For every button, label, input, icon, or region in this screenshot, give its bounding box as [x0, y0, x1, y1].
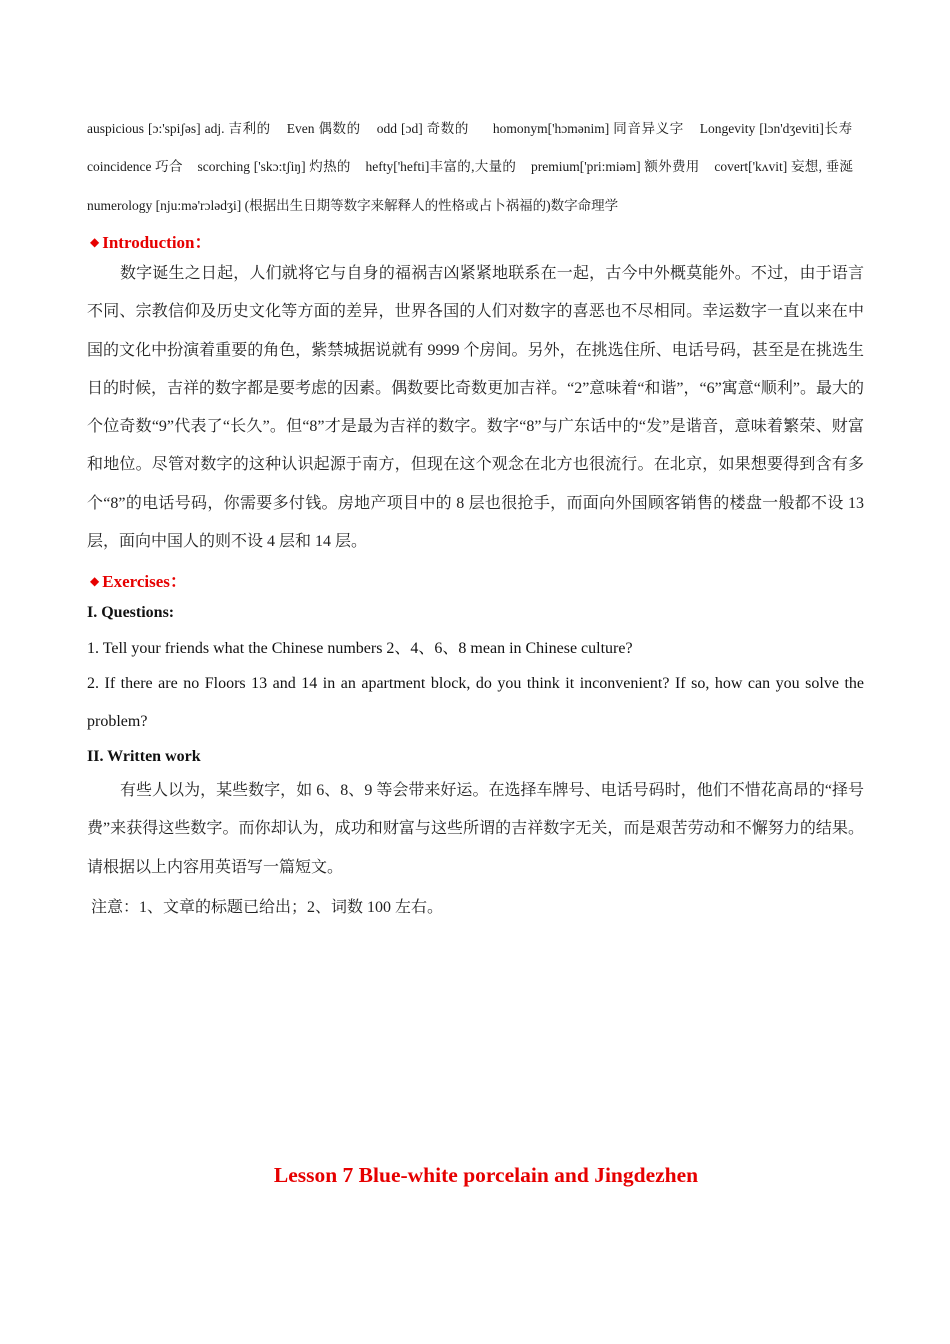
- vocabulary-list: [87, 110, 864, 225]
- vocab-item: coincidence 巧合: [87, 159, 183, 175]
- questions-heading: I. Questions:: [87, 604, 175, 621]
- vocab-item: numerology [nju:mə'rɔlədʒi] (根据出生日期等数字来解释人的性格或占卜祸福的)数字命理学: [87, 197, 619, 213]
- vocab-item: auspicious [ɔ:'spiʃəs] adj. 吉利的: [87, 121, 271, 136]
- question-item: 1. Tell your friends what the Chinese numbers 2、4、6、8 mean in Chinese culture?: [87, 640, 633, 657]
- vocab-item: covert['kʌvit] 妄想, 垂涎: [714, 159, 854, 175]
- diamond-bullet-icon: ◆: [90, 235, 100, 249]
- vocab-item: homonym['hɔmənim] 同音异义字: [492, 121, 684, 136]
- vocab-item: Even 偶数的: [286, 121, 361, 136]
- introduction-text: 数字诞生之日起，人们就将它与自身的福祸吉凶紧紧地联系在一起，古今中外概莫能外。不过，由于语言不同、宗教信仰及历史文化等方面的差异，世界各国的人们对数字的喜恶也不尽相同。幸运数字一直以来在中国的文化中扮演着重要的角色，紫禁城据说就有 9999 个房间。另外，在挑选住所、电话号码，甚至是在挑选生日的时候，吉祥的数字都是要考虑的因素。偶数要比奇数更加吉祥。“2”意味着“和谐”，“6”寓意“顺利”。最大的个位奇数“9”代表了“长久”。但“8”才是最为吉祥的数字。数字“8”与广东话中的“发”是谐音，意味着繁荣、财富和地位。尽管对数字的这种认识起源于南方，但现在这个观念在北方也很流行。在北京，如果想要得到含有多个“8”的电话号码，你需要多付钱。房地产项目中的 8 层也很抢手，而面向外国顾客销售的楼盘一般都不设 13 层，面向中国人的则不设 4 层和 14 层。: [87, 265, 864, 551]
- vocab-item: premium['pri:miəm] 额外费用: [531, 159, 700, 175]
- vocab-item: odd [ɔd] 奇数的: [376, 121, 469, 136]
- exercises-heading: ◆ Exercises：: [90, 572, 187, 591]
- written-work-heading: II. Written work: [87, 748, 201, 765]
- introduction-heading: ◆ Introduction：: [90, 233, 212, 252]
- next-lesson-title: Lesson 7 Blue-white porcelain and Jingdezhen: [273, 1163, 699, 1187]
- vocab-item: scorching ['skɔ:tʃiŋ] 灼热的: [197, 159, 351, 175]
- vocab-item: hefty['hefti]丰富的,大量的: [365, 159, 517, 175]
- vocab-item: Longevity [lɔn'dʒeviti]长寿: [699, 121, 853, 136]
- written-work-text: 有些人以为，某些数字，如 6、8、9 等会带来好运。在选择车牌号、电话号码时，他们不惜花高昂的“择号费”来获得这些数字。而你却认为，成功和财富与这些所谓的吉祥数字无关，而是艰苦劳动和不懈努力的结果。请根据以上内容用英语写一篇短文。: [87, 782, 864, 876]
- diamond-bullet-icon: ◆: [90, 574, 100, 588]
- written-work-note: 注意：1、文章的标题已给出；2、词数 100 左右。: [91, 899, 444, 916]
- question-item: 2. If there are no Floors 13 and 14 in an apartment block, do you think it inconvenient? If so, how can you solve the problem?: [87, 675, 864, 730]
